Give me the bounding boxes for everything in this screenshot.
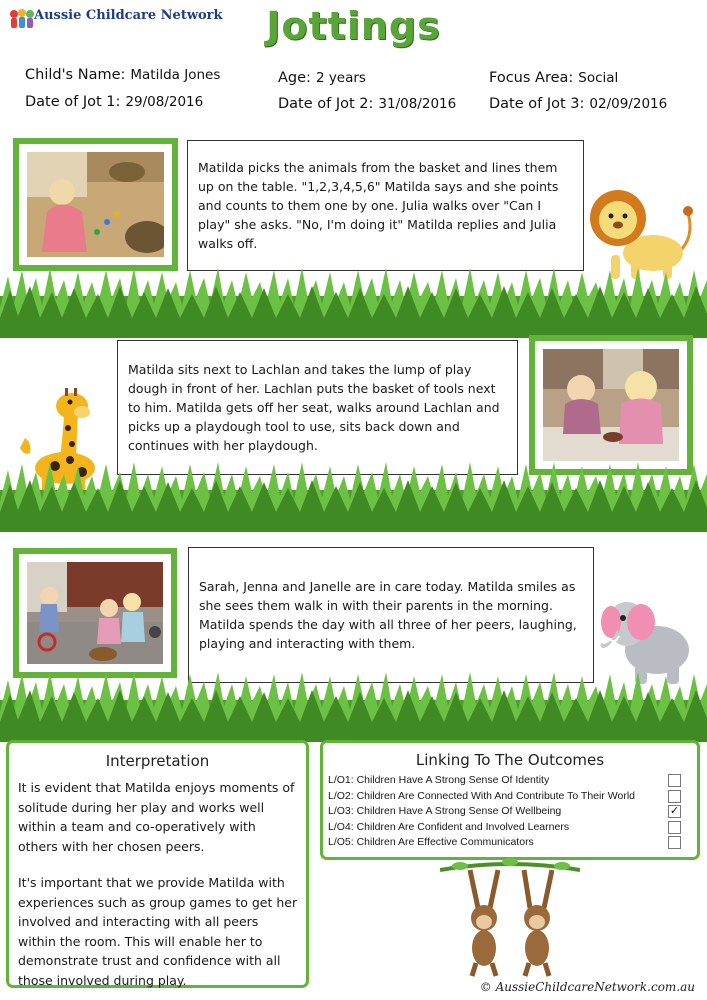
child-name-row [25,67,220,83]
jot1-photo-frame [13,138,178,271]
jot1-photo [27,152,164,257]
jot3-text-box [188,547,594,683]
interpretation-panel [6,740,309,988]
focus-value: Social [578,70,619,86]
outcomes-list [328,773,690,851]
outcome-label: L/O5: Children Are Effective Communicators [328,836,534,848]
jot3-text: Sarah, Jenna and Janelle are in care today. Matilda smiles as she sees them walk in with their parents in the morning. Matilda spends the day with all three of her peers, laughing, playing and interacting with them. [199,579,577,651]
outcome-checkbox[interactable] [668,821,681,834]
outcome-row [328,773,690,789]
age-value: 2 years [315,70,366,86]
outcome-checkbox[interactable]: ✓ [669,805,680,817]
monkeys-icon [440,858,580,980]
jot3-value: 02/09/2016 [589,96,668,112]
jot1-value: 29/08/2016 [125,94,204,110]
outcome-row [328,804,690,820]
outcome-checkbox[interactable] [668,790,681,803]
outcome-checkbox[interactable] [668,774,681,787]
outcome-label: L/O3: Children Have A Strong Sense Of Wellbeing [328,805,562,817]
jot2-photo-frame [529,335,693,475]
page-title: Jottings [266,4,441,48]
jot1-label: Date of Jot 1: [25,94,121,110]
outcome-label: L/O2: Children Are Connected With And Contribute To Their World [328,789,635,802]
jot2-row [278,96,456,112]
interpretation-body [9,770,306,990]
jot3-photo-frame [13,548,177,678]
age-row [278,70,366,86]
jot2-label: Date of Jot 2: [278,96,374,112]
jot3-photo [27,562,163,664]
outcome-label: L/O4: Children Are Confident and Involved Learners [328,820,570,833]
focus-row [489,70,618,86]
grass-divider [0,462,707,532]
jot2-text-box [117,340,518,475]
jot1-text: Matilda picks the animals from the basket and lines them up on the table. "1,2,3,4,5,6" Matilda says and she points and counts to them one by one. Julia walks over "Can I play" she asks. "No, I'm doing it" Matilda replies and Julia walks off. [198,160,559,251]
outcomes-panel [320,740,700,860]
grass-divider [0,672,707,742]
child-name-label: Child's Name: [25,67,126,83]
age-label: Age: [278,70,311,86]
outcome-checkbox[interactable] [668,836,681,849]
outcome-row [328,820,690,836]
jot2-text: Matilda sits next to Lachlan and takes the lump of play dough in front of her. Lachlan puts the basket of tools next to him. Matilda gets off her seat, walks around Lachlan and picks up a playdough tool to use, sits back down and continues with her playdough. [128,362,500,453]
outcome-row [328,835,690,851]
logo-text: Aussie Childcare Network [34,8,223,23]
focus-label: Focus Area: [489,70,574,86]
jot2-value: 31/08/2016 [378,96,457,112]
outcome-label: L/O1: Children Have A Strong Sense Of Identity [328,774,550,786]
jot1-text-box [187,140,584,271]
interpretation-title: Interpretation [105,752,210,770]
copyright: © AussieChildcareNetwork.com.au [479,980,695,994]
jot2-photo [543,349,679,461]
jot1-row [25,94,203,110]
jot3-row [489,96,667,112]
outcome-row [328,789,690,805]
grass-divider [0,268,707,338]
outcomes-title: Linking To The Outcomes [415,751,605,769]
child-name-value: Matilda Jones [130,67,221,83]
interpretation-paragraph: It is evident that Matilda enjoys moments of solitude during her play and works well within a team and co-operatively with others with her chosen peers. [18,780,295,854]
interpretation-paragraph: It's important that we provide Matilda with experiences such as group games to get her involved and interacting with all peers within the room. This will enable her to demonstrate trust and confidence with all those involved during play. [18,875,298,988]
jot3-label: Date of Jot 3: [489,96,585,112]
